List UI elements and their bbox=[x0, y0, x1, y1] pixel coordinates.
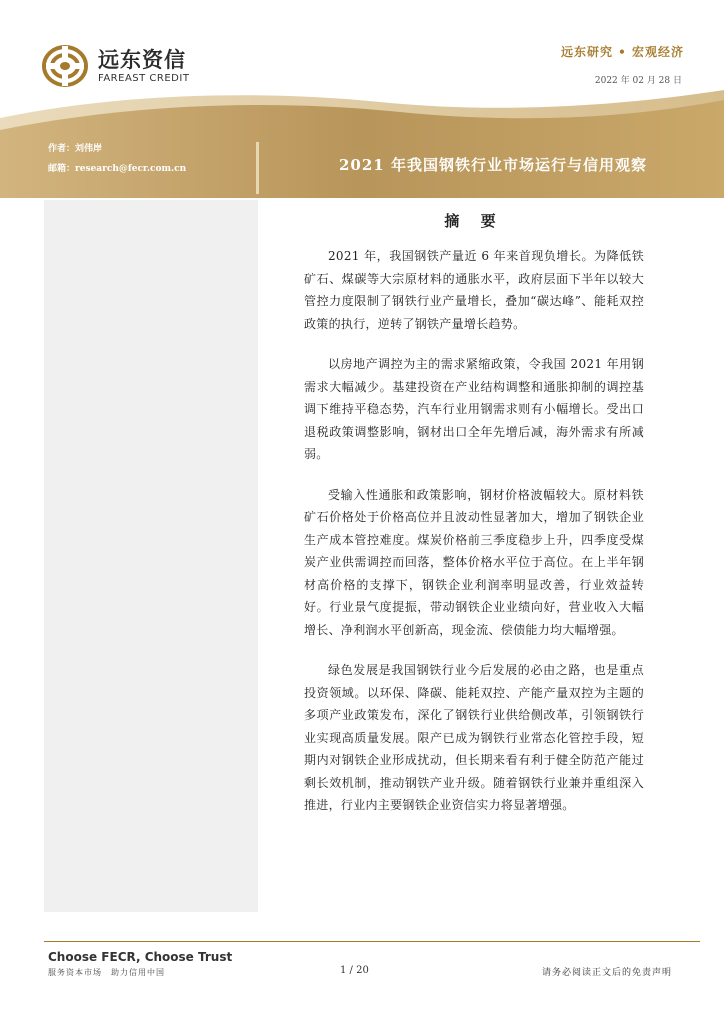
abstract-section bbox=[304, 210, 644, 835]
footer-disclaimer[interactable]: 请务必阅读正文后的免责声明 bbox=[541, 968, 672, 978]
author-email: 邮箱：research@fecr.com.cn bbox=[48, 164, 187, 174]
fareast-logo-icon bbox=[42, 44, 88, 88]
abstract-paragraph: 2021 年，我国钢铁产量近 6 年来首现负增长。为降低铁矿石、煤碳等大宗原材料的通胀水平，政府层面下半年以较大管控力度限制了钢铁行业产量增长，叠加“碳达峰”、能耗双控政策的执行，逆转了钢铁产量增长趋势。 bbox=[304, 249, 644, 331]
logo-chinese-name: 远东资信 bbox=[98, 48, 186, 72]
report-title: 2021 年我国钢铁行业市场运行与信用观察 bbox=[339, 156, 647, 174]
abstract-paragraph: 以房地产调控为主的需求紧缩政策，令我国 2021 年用钢需求大幅减少。基建投资在产业结构调整和通胀抑制的调控基调下维持平稳态势，汽车行业用钢需求则有小幅增长。受出口退税政策调整影响，钢材出口全年先增后减，海外需求有所减弱。 bbox=[304, 357, 644, 461]
page-number: 1 / 20 bbox=[340, 965, 369, 976]
abstract-paragraph: 受输入性通胀和政策影响，钢材价格波幅较大。原材料铁矿石价格处于价格高位并且波动性显著加大，增加了钢铁企业生产成本管控难度。煤炭价格前三季度稳步上升，四季度受煤炭产业供需调控而回落，整体价格水平位于高位。在上半年钢材高价格的支撑下，钢铁企业利润率明显改善，行业效益转好。行业景气度提振，带动钢铁企业业绩向好，营业收入大幅增长、净利润水平创新高，现金流、偿债能力均大幅增强。 bbox=[304, 487, 644, 637]
abstract-title: 摘 要 bbox=[444, 212, 504, 230]
footer-slogan-sub: 服务资本市场 助力信用中国 bbox=[48, 968, 165, 977]
author: 作者：刘伟岸 bbox=[48, 144, 103, 154]
logo-english-name: FAREAST CREDIT bbox=[98, 73, 190, 84]
footer-divider bbox=[44, 941, 700, 942]
abstract-paragraph: 绿色发展是我国钢铁行业今后发展的必由之路，也是重点投资领域。以环保、降碳、能耗双控、产能产量双控为主题的多项产业政策发布，深化了钢铁行业供给侧改革，引领钢铁行业实现高质量发展。限产已成为钢铁行业常态化管控手段，短期内对钢铁企业形成扰动，但长期来看有利于健全防范产能过剩长效机制，推动钢铁产业升级。随着钢铁行业兼并重组深入推进，行业内主要钢铁企业资信实力将显著增强。 bbox=[304, 663, 644, 812]
report-date: 2022 年 02 月 28 日 bbox=[594, 76, 682, 86]
company-logo bbox=[42, 44, 292, 90]
footer-slogan: Choose FECR, Choose Trust bbox=[48, 950, 233, 964]
header-wave-banner bbox=[0, 88, 724, 198]
report-category: 远东研究 • 宏观经济 bbox=[560, 45, 684, 59]
left-sidebar-panel bbox=[44, 200, 258, 912]
